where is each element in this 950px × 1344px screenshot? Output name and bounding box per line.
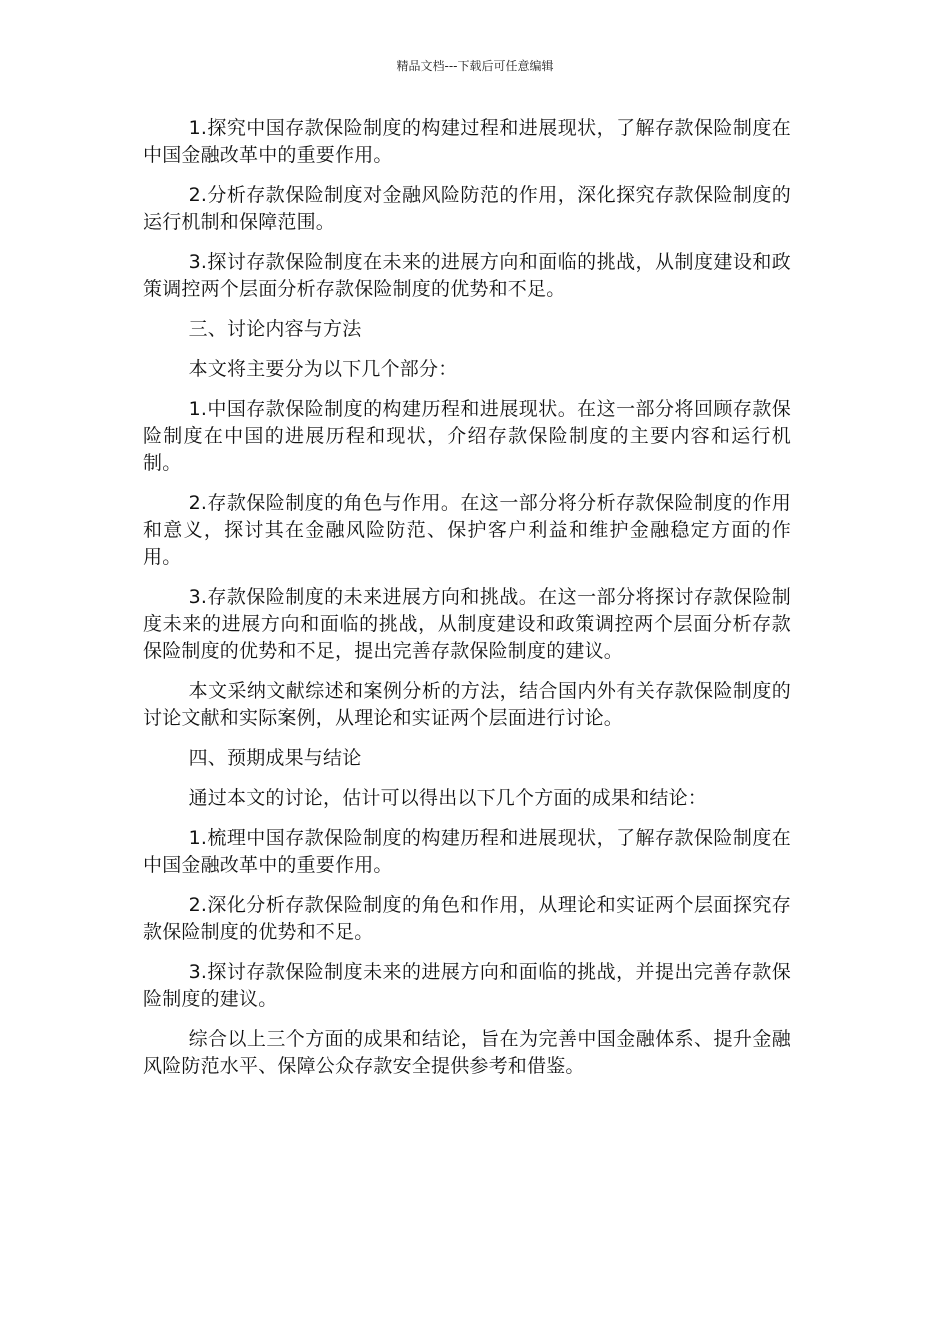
section-heading-4: 四、预期成果与结论 bbox=[188, 747, 362, 769]
content-intro-paragraph: 本文将主要分为以下几个部分： bbox=[188, 358, 458, 380]
content-paragraph-3: 3.存款保险制度的未来进展方向和挑战。在这一部分将探讨存款保险制度未来的进展方向和面临的挑战，从制度建设和政策调控两个层面分析存款保险制度的优势和不足，提出完善存款保险制度的建议。 bbox=[143, 586, 791, 662]
content-paragraph-2: 2.存款保险制度的角色与作用。在这一部分将分析存款保险制度的作用和意义，探讨其在金融风险防范、保护客户利益和维护金融稳定方面的作用。 bbox=[143, 492, 791, 568]
section-heading-3: 三、讨论内容与方法 bbox=[188, 318, 362, 340]
outcome-intro-paragraph: 通过本文的讨论，估计可以得出以下几个方面的成果和结论： bbox=[188, 787, 707, 809]
outcome-paragraph-3: 3.探讨存款保险制度未来的进展方向和面临的挑战，并提出完善存款保险制度的建议。 bbox=[143, 961, 791, 1010]
objective-paragraph-3: 3.探讨存款保险制度在未来的进展方向和面临的挑战，从制度建设和政策调控两个层面分析存款保险制度的优势和不足。 bbox=[143, 251, 791, 300]
method-paragraph: 本文采纳文献综述和案例分析的方法，结合国内外有关存款保险制度的讨论文献和实际案例，从理论和实证两个层面进行讨论。 bbox=[143, 680, 791, 729]
outcome-paragraph-2: 2.深化分析存款保险制度的角色和作用，从理论和实证两个层面探究存款保险制度的优势和不足。 bbox=[143, 894, 791, 943]
content-paragraph-1: 1.中国存款保险制度的构建历程和进展现状。在这一部分将回顾存款保险制度在中国的进展历程和现状，介绍存款保险制度的主要内容和运行机制。 bbox=[143, 398, 791, 474]
conclusion-paragraph: 综合以上三个方面的成果和结论，旨在为完善中国金融体系、提升金融风险防范水平、保障公众存款安全提供参考和借鉴。 bbox=[143, 1028, 791, 1077]
outcome-paragraph-1: 1.梳理中国存款保险制度的构建历程和进展现状，了解存款保险制度在中国金融改革中的重要作用。 bbox=[143, 827, 791, 876]
objective-paragraph-2: 2.分析存款保险制度对金融风险防范的作用，深化探究存款保险制度的运行机制和保障范围。 bbox=[143, 184, 791, 233]
page-header: 精品文档---下载后可任意编辑 bbox=[396, 59, 554, 73]
objective-paragraph-1: 1.探究中国存款保险制度的构建过程和进展现状，了解存款保险制度在中国金融改革中的重要作用。 bbox=[143, 117, 791, 166]
document-body bbox=[143, 115, 791, 1093]
